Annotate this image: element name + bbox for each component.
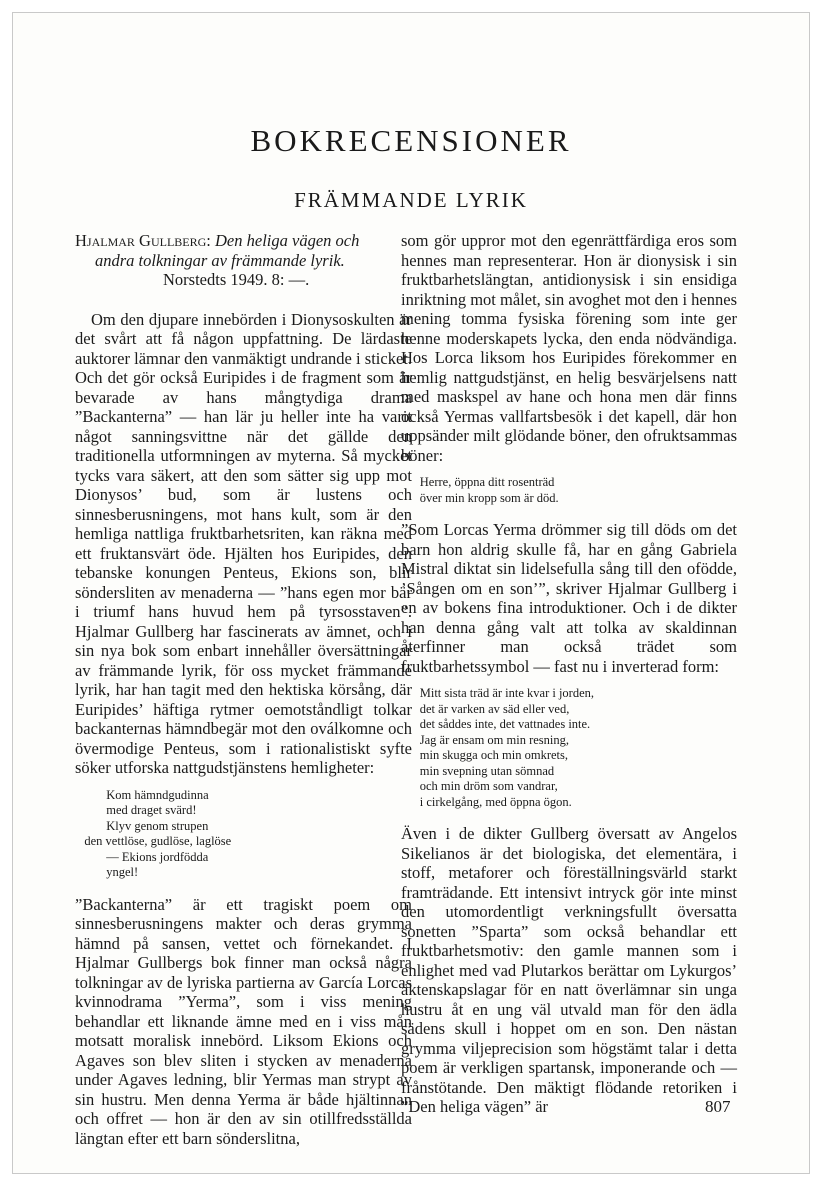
poem-line: Kom hämndgudinna	[75, 787, 209, 802]
poem-line: det är varken av säd eller ved,	[401, 701, 570, 716]
right-column	[401, 231, 737, 1117]
publisher-info: Norstedts 1949. 8: —.	[163, 270, 310, 289]
reviewed-author: Hjalmar Gullberg:	[75, 231, 211, 250]
poem-line: yngel!	[75, 865, 139, 879]
page-number: 807	[705, 1097, 731, 1116]
poem-quote	[401, 686, 737, 810]
section-heading: FRÄMMANDE LYRIK	[294, 188, 528, 212]
left-column	[75, 231, 412, 1148]
paragraph: ”Backanterna” är ett tragiskt poem om sinnesberusningens makter och deras grymma hämnd på sansen, vettet och förnekandet. I Hjalmar Gullbergs bok finner man också några tolkningar av de lyriska partierna av García Lorcas kvinnodrama ”Yerma”, som i viss mening behandlar ett liknande ämne med en i viss mån motsatt moralisk innebörd. Liksom Ekions och Agaves son blev sliten i stycken av menaderna under Agaves ledning, blir Yermas man strypt av sin hustru. Men denna Yerma är både hjältinnan och offret — hon är den av sin otillfredsställda längtan efter ett barn sönderslitna,	[75, 894, 412, 1148]
poem-line: den vettlöse, gudlöse, laglöse	[75, 834, 232, 848]
poem-line: Klyv genom strupen	[75, 818, 209, 833]
poem-line: över min kropp som är död.	[401, 490, 559, 505]
poem-quote	[75, 788, 412, 881]
paragraph: ”Som Lorcas Yerma drömmer sig till döds om det barn hon aldrig skulle få, har en gång Gabriela Mistral diktat sin lidelsefulla sång till den ofödde, ’Sången om en son’”, skriver Hjalmar Gullberg i en av bokens fina introduktioner. Och i de dikter han denna gång valt att tolka av skaldinnan återfinner man också trädet som fruktbarhetssymbol — fast nu i inverterad form:	[401, 520, 737, 676]
paragraph: Om den djupare innebörden i Dionysoskulten är det svårt att få någon uppfattning. De lärdaste auktorer lämnar den vanmäktigt undrande i sticket. Och det gör också Euripides i de fragment som är bevarade av hans mångtydiga drama ”Backanterna” — han lär ju heller inte ha varit något sanningsvittne när det gällde den traditionella utformningen av myterna. Så mycket tycks vara säkert, att den som sätter sig upp mot Dionysos’ bud, som är lustens och sinnesberusningens, mot hans kult, som är den hemliga nattliga fruktbarhetsriten, kan räkna med ett fruktansvärt öde. Hjälten hos Euripides, den tebanske konungen Penteus, Ekions son, blir söndersliten av menaderna — ”hans egen mor bär i triumf hans huvud hem på tyrsosstaven”. Hjalmar Gullberg har fascinerats av ämnet, och i sin nya bok som enbart innehåller översättningar av främmande lyrik, för oss mycket främmande lyrik, har han tagit med den hektiska körsång, där Euripides’ häftiga rytmer oemotståndligt tolkar backanternas hämndbegär mot den oválkomne och övermodige Penteus, som i rationalistiskt syfte söker utforska nattgudstjänstens hemligheter:	[75, 309, 412, 777]
poem-line: Herre, öppna ditt rosenträd	[401, 475, 555, 489]
review-byline	[75, 231, 412, 290]
poem-line: Mitt sista träd är inte kvar i jorden,	[401, 686, 595, 700]
page-heading: BOKRECENSIONER	[250, 123, 572, 158]
poem-line: min svepning utan sömnad	[401, 763, 555, 778]
poem-line: Jag är ensam om min resning,	[401, 732, 570, 747]
poem-line: min skugga och min omkrets,	[401, 748, 568, 762]
poem-line: och min dröm som vandrar,	[401, 779, 558, 793]
page	[12, 12, 810, 1174]
poem-quote	[401, 475, 737, 506]
paragraph: som gör uppror mot den egenrättfärdiga eros som hennes man representerar. Hon är dionysisk i sin fruktbarhetslängtan, antidionysisk i sin ensidiga inriktning mot målet, sin avoghet mot den i hennes mening tomma fysiska förening som inte ger henne moderskapets lycka, den enda nödvändiga. Hos Lorca liksom hos Euripides förekommer en hemlig nattgudstjänst, en helig besvärjelsens natt med maskspel av hane och hona men där finns också Yermas vallfartsbesök i det kapell, där hon uppsänder milt glödande böner, den ofruktsammas böner:	[401, 231, 737, 465]
poem-line: med draget svärd!	[75, 803, 197, 817]
book-title-line1: Den heliga vägen och	[215, 231, 360, 250]
book-title-line2: andra tolkningar av främmande lyrik.	[95, 250, 345, 270]
paragraph: Även i de dikter Gullberg översatt av Angelos Sikelianos är det biologiska, det elementära, i stoff, metaforer och föreställningsvärld starkt framträdande. Ett intensivt intryck gör inte minst den utomordentligt verkningsfullt översatta sonetten ”Sparta” som också behandlar ett fruktbarhetsmotiv: den gamle mannen som i enlighet med vad Plutarkos berättar om Lykurgos’ äktenskapslagar för en natt överlämnar sin unga hustru åt en ung väl utvald man för den ädla sädens skull i hoppet om en son. Den nästan grymma viljeprecision som högstämt talar i detta poem är verkligen spartansk, imponerande och — frånstötande. Den mäktigt flödande retoriken i ”Den heliga vägen” är	[401, 824, 737, 1116]
poem-line: det såddes inte, det vattnades inte.	[401, 717, 591, 731]
poem-line: i cirkelgång, med öppna ögon.	[401, 794, 572, 809]
poem-line: — Ekions jordfödda	[75, 849, 209, 864]
